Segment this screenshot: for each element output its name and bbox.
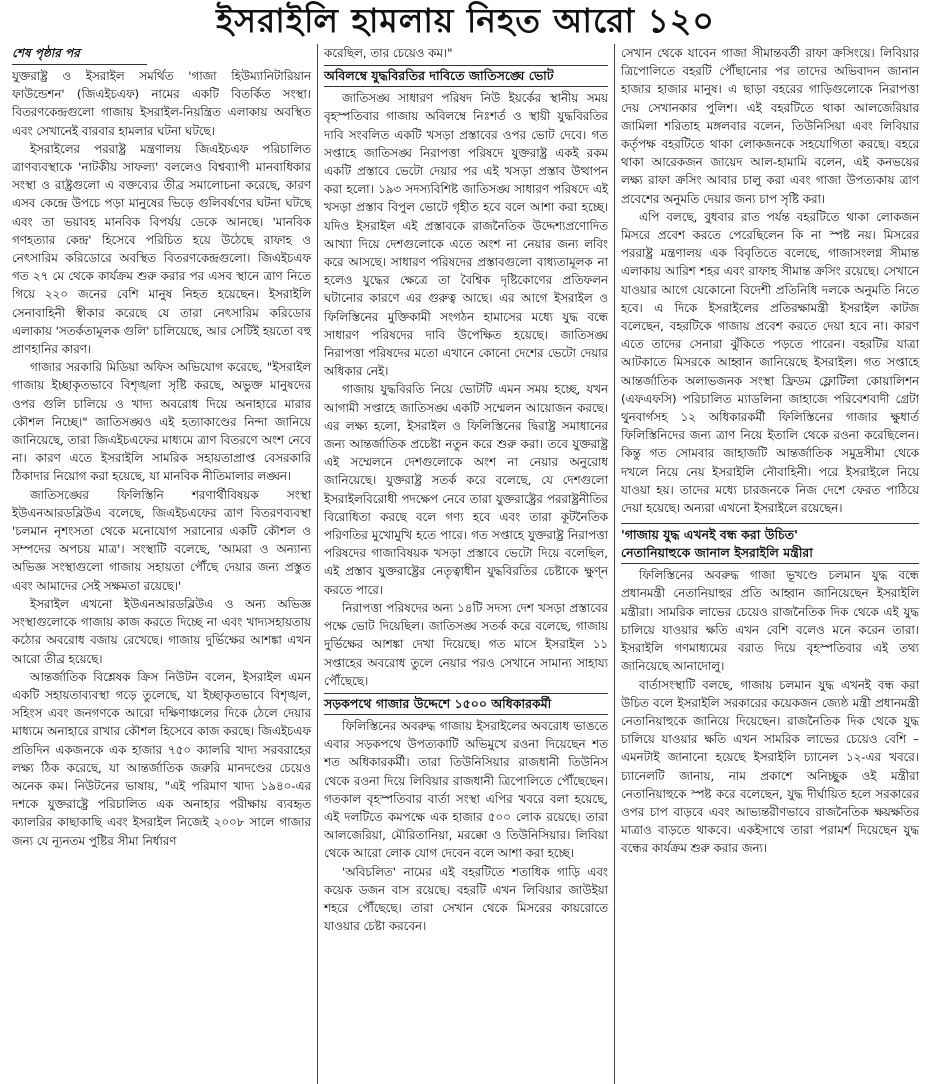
paragraph: গাজায় যুদ্ধবিরতি নিয়ে ভোটটি এমন সময় হচ্ছে, যখন আগামী সপ্তাহে জাতিসঙ্ঘ একটি সম্মেলন আয়োজন করছে। এর লক্ষ্য হলো, ইসরাইল ও ফিলিস্তিনের দ্বিরাষ্ট্র সমাধানের জন্য আন্তর্জাতিক প্রচেষ্টা নতুন করে শুরু করা। তবে যুক্তরাষ্ট্র এই সম্মেলনে দেশগুলোকে অংশ না নেয়ার অনুরোধ জানিয়েছে। যুক্তরাষ্ট্র সতর্ক করে বলেছে, যে দেশগুলো ইসরাইলবিরোধী পদক্ষেপ নেবে তারা যুক্তরাষ্ট্রের পররাষ্ট্রনীতির বিরোধিতা করছে বলে গণ্য হবে এবং তারা কূটনৈতিক পরিণতির মুখোমুখি হতে পারে। গত সপ্তাহে যুক্তরাষ্ট্র নিরাপত্তা পরিষদের গাজাবিষয়ক খসড়া প্রস্তাবে ভেটো দিয়ে বলেছিল, এই প্রস্তাব যুক্তরাষ্ট্রের নেতৃত্বাধীন যুদ্ধবিরতির চেষ্টাকে ক্ষুণ্ন করতে পারে। [324,382,608,597]
continuation-kicker: শেষ পৃষ্ঠার পর [12,44,147,65]
paragraph: বার্তাসংস্থাটি বলছে, গাজায় চলমান যুদ্ধ এখনই বন্ধ করা উচিত বলে ইসরাইলি সরকারের কয়েকজন জ্যেষ্ঠ মন্ত্রী প্রধানমন্ত্রী নেতানিয়াহুকে জানিয়ে দিয়েছেন। রাজনৈতিক দিক থেকে যুদ্ধ চালিয়ে যাওয়ার ক্ষতি এখন সামরিক লাভের চেয়েও বেশি – এমনটাই জানানো হয়েছে ইসরাইলি চ্যানেল ১২-এর খবরে। চ্যানেলটি জানায়, নাম প্রকাশে অনিচ্ছুক ওই মন্ত্রীরা নেতানিয়াহুকে স্পষ্ট করে বলেছেন, যুদ্ধ দীর্ঘায়িত হলে সরকারের ওপর চাপ বাড়বে এবং আভ্যন্তরীণভাবে রাজনৈতিক ক্ষয়ক্ষতির মাত্রাও বাড়তে থাকবে। একইসাথে তারা পরামর্শ দিয়েছেন যুদ্ধ বন্ধের কার্যক্রম শুরু করার জন্য। [621,677,919,856]
paragraph: জাতিসঙ্ঘ সাধারণ পরিষদ নিউ ইয়র্কের স্থানীয় সময় বৃহস্পতিবার গাজায় অবিলম্বে নিঃশর্ত ও স্থায়ী যুদ্ধবিরতির দাবি সংবলিত একটি খসড়া প্রস্তাবের ওপর ভোট দেবে। গত সপ্তাহে জাতিসঙ্ঘ নিরাপত্তা পরিষদে যুক্তরাষ্ট্র একই রকম একটি প্রস্তাবে ভেটো দেয়ার পর এই খসড়া প্রস্তাব উত্থাপন করা হলো। ১৯৩ সদস্যবিশিষ্ট জাতিসঙ্ঘ সাধারণ পরিষদে এই খসড়া প্রস্তাব বিপুল ভোটে গৃহীত হবে বলে আশা করা হচ্ছে। যদিও ইসরাইল এই প্রস্তাবকে রাজনৈতিক উদ্দেশ্যপ্রণোদিত আখ্যা দিয়ে দেশগুলোকে এতে অংশ না নেয়ার জন্য লবিং করে আসছে। সাধারণ পরিষদের প্রস্তাবগুলো বাধ্যতামূলক না হলেও যুদ্ধের ক্ষেত্রে তা বৈশ্বিক দৃষ্টিকোণের প্রতিফলন ঘটানোর কারণে এর গুরুত্ব আছে। এর আগে ইসরাইল ও ফিলিস্তিনের মুক্তিকামী সংগঠন হামাসের মধ্যে যুদ্ধ বন্ধে সাধারণ পরিষদের দাবি উপেক্ষিত হয়েছে। জাতিসঙ্ঘ নিরাপত্তা পরিষদের মতো এখানে কোনো দেশের ভেটো দেয়ার অধিকার নেই। [324,91,608,379]
paragraph: গাজার সরকারি মিডিয়া অফিস অভিযোগ করেছে, "ইসরাইল গাজায় ইচ্ছাকৃতভাবে বিশৃঙ্খলা সৃষ্টি করছে, অভুক্ত মানুষদের ওপর গুলি চালিয়ে ও খাদ্য অবরোধ দিয়ে অনাহারে মারার কৌশল নিচ্ছে।" জাতিসঙ্ঘও এই হত্যাকাণ্ডের নিন্দা জানিয়ে জানিয়েছে, তারা জিএইচএফের মাধ্যমে ত্রাণ বিতরণে অংশ নেবে না। কারণ এতে ইসরাইলি সামরিক সহায়তাপ্রাপ্ত বেসরকারি ঠিকাদার নিয়োগ করা হয়েছে, যা মানবিক নীতিমালার লঙ্ঘন। [12,360,311,484]
column-2 [317,44,615,1084]
paragraph: এপি বলছে, বুধবার রাত পর্যন্ত বহরটিতে থাকা লোকজন মিসরে প্রবেশ করতে পেরেছিলেন কি না স্পষ্ট নয়। মিসরের পররাষ্ট্র মন্ত্রণালয় এক বিবৃতিতে বলেছে, গাজাসংলগ্ন সীমান্ত এলাকায় আরিশ শহর এবং রাফাহ সীমান্ত ক্রসিং রয়েছে। সেখানে যাওয়ার আগে যেকোনো বিদেশী প্রতিনিধি দলকে অনুমতি নিতে হবে। এ দিকে ইসরাইলের প্রতিরক্ষামন্ত্রী ইসরাইল কাটজ বলেছেন, বহরটিকে গাজায় প্রবেশ করতে দেয়া হবে না। কারণ এতে তাদের সেনারা ঝুঁকিতে পড়তে পারেন। বহরটির যাত্রা আটকাতে মিসরকে আহ্বান জানিয়েছে ইসরাইল। গত সপ্তাহে আন্তর্জাতিক অলাভজনক সংস্থা ফ্রিডম ফ্লোটিলা কোয়ালিশন (এফএফসি) পরিচালিত ম্যাডলিনা জাহাজে পরিবেশবাদী গ্রেটা থুনবার্গসহ ১২ অধিকারকর্মী ফিলিস্তিনের গাজার ক্ষুধার্ত ফিলিস্তিনিদের জন্য ত্রাণ নিয়ে ইতালি থেকে রওনা করেছিলেন। কিন্তু গত সোমবার জাহাজটি আন্তর্জাতিক সমুদ্রসীমা থেকে দখলে নিয়ে নেয় ইসরাইলি নৌবাহিনী। পরে ইসরাইলে নিয়ে যাওয়া হয়। তাদের মধ্যে চারজনকে নিজ দেশে ফেরত পাঠিয়ে দেয়া হয়েছে। অন্যরা এখনো ইসরাইলে রয়েছেন। [621,209,919,516]
paragraph: আন্তর্জাতিক বিশ্লেষক ক্রিস নিউটন বলেন, ইসরাইল এমন একটি সহায়তাব্যবস্থা গড়ে তুলেছে, যা ইচ্ছাকৃতভাবে বিশৃঙ্খল, সহিংস এবং জনগণকে আরো দক্ষিণাঞ্চলের দিকে ঠেলে দেয়ার মাধ্যমে অনাহারে রাখার কৌশল হিসেবে কাজ করছে। জিএইচএফ প্রতিদিন একজনকে এক হাজার ৭৫০ ক্যালরি খাদ্য সরবরাহের লক্ষ্য ঠিক করেছে, যা আন্তর্জাতিক জরুরি মানদণ্ডের চেয়েও অনেক কম। নিউটনের ভাষায়, "এই পরিমাণ খাদ্য ১৯৪০-এর দশকে যুক্তরাষ্ট্রে পরিচালিত এক অনাহার পরীক্ষায় ব্যবহৃত ক্যালরির কাছাকাছি এবং ইসরাইল নিজেই ২০০৮ সালে গাজার জন্য যে ন্যূনতম পুষ্টির সীমা নির্ধারণ [12,669,311,848]
paragraph: ইসরাইলের পররাষ্ট্র মন্ত্রণালয় জিএইচএফ পরিচালিত ত্রাণব্যবস্থাকে 'নাটকীয় সাফল্য' বললেও বিশ্বব্যাপী মানবাধিকার সংস্থা ও রাষ্ট্রগুলো এ বক্তব্যের তীব্র সমালোচনা করেছে, কারণ এসব কেন্দ্রে উপচে পড়া মানুষের ভিড়ে গুলিবর্ষণের ঘটনা ঘটছে এবং তা ভয়াবহ মানবিক বিপর্যয় ডেকে আনছে। 'মানবিক গণহত্যার কেন্দ্র' হিসেবে পরিচিত হয়ে উঠেছে রাফাহ ও নেৎসারিম করিডোরে অবস্থিত বিতরণকেন্দ্রগুলো। জিএইচএফ গত ২৭ মে থেকে কার্যক্রম শুরু করার পর এসব স্থানে ত্রাণ নিতে গিয়ে ২২০ জনের বেশি মানুষ নিহত হয়েছেন। ইসরাইলি সেনাবাহিনী স্বীকার করেছে যে তারা নেৎসারিম করিডোর এলাকায় 'সতর্কতামূলক গুলি' চালিয়েছে, আর সেটিই হয়তো বহু প্রাণহানির কারণ। [12,141,311,357]
paragraph: জাতিসঙ্ঘের ফিলিস্তিনি শরণার্থীবিষয়ক সংস্থা ইউএনআরডব্লিউএ বলেছে, জিএইচএফের ত্রাণ বিতরণব্যবস্থা 'চলমান নৃশংসতা থেকে মনোযোগ সরানোর একটি কৌশল ও সম্পদের অপচয় মাত্র'। সংস্থাটি বলেছে, 'আমরা ও অন্যান্য অভিজ্ঞ সংস্থাগুলো গাজায় সহায়তা পৌঁছে দেয়ার জন্য প্রস্তুত এবং আমাদের সেই সক্ষমতা রয়েছে।' [12,487,311,593]
paragraph: 'অবিচলিত' নামের এই বহরটিতে শতাধিক গাড়ি এবং কয়েক ডজন বাস রয়েছে। বহরটি এখন লিবিয়ার জাউইয়া শহরে পৌঁছেছে। তারা সেখান থেকে মিসরের কায়রোতে যাওয়ার চেষ্টা করবেন। [324,864,608,934]
subheading-quote: 'গাজায় যুদ্ধ এখনই বন্ধ করা উচিত' [621,523,919,544]
paragraph: করেছিল, তার চেয়েও কম।" [324,46,453,60]
paragraph: ফিলিস্তিনের অবরুদ্ধ গাজায় ইসরাইলের অবরোধ ভাঙতে এবার সড়কপথে উপত্যকাটি অভিমুখে রওনা দিয়েছেন শত শত অধিকারকর্মী। তারা তিউনিসিয়ার রাজধানী তিউনিস থেকে রওনা দিয়ে লিবিয়ার রাজধানী ত্রিপোলিতে পৌঁছেছেন। গতকাল বৃহস্পতিবার বার্তা সংস্থা এপির খবরে বলা হয়েছে, এই দলটিতে কমপক্ষে এক হাজার ৫০০ লোক রয়েছে। তারা আলজেরিয়া, মৌরিতানিয়া, মরক্কো ও তিউনিসিয়ার। লিবিয়া থেকে আরো লোক যোগ দেবেন বলে আশা করা হচ্ছে। [324,718,608,861]
subheading-convoy: সড়কপথে গাজার উদ্দেশে ১৫০০ অধিকারকর্মী [324,693,608,715]
column-3 [615,44,925,1084]
headline: ইসরাইলি হামলায় নিহত আরো ১২০ [216,1,715,40]
paragraph: নিরাপত্তা পরিষদের অন্য ১৪টি সদস্য দেশ খসড়া প্রস্তাবের পক্ষে ভোট দিয়েছিল। জাতিসঙ্ঘ সতর্ক করে বলেছে, গাজায় দুর্ভিক্ষের আশঙ্কা দেখা দিয়েছে। গত মাসে ইসরাইল ১১ সপ্তাহের অবরোধ তুলে নেয়ার পরও সেখানে সামান্য সাহায্য পৌঁছেছে। [324,600,608,688]
paragraph: সেখান থেকে যাবেন গাজা সীমান্তবর্তী রাফা ক্রসিংয়ে। লিবিয়ার ত্রিপোলিতে বহরটি পৌঁছানোর পর তাদের অভিবাদন জানান হাজার হাজার মানুষ। এ ছাড়া বহরের গাড়িগুলোকে নিরাপত্তা দেয় সেখানকার পুলিশ। এই বহরটিতে থাকা আলজেরিয়ার জামিলা শরিতাহ মঙ্গলবার বলেন, তিউনিসিয়া এবং লিবিয়ার কর্তৃপক্ষ বহরটিতে থাকা লোকজনকে সহযোগিতা করছে। বহরে থাকা আরেকজন জায়েদ আল-হামামি বলেন, এই কনভয়ের লক্ষ্য রাফা ক্রসিং আবার চালু করা এবং গাজা উপত্যকায় ত্রাণ প্রবেশের অনুমতি দেয়ার জন্য চাপ সৃষ্টি করা। [621,46,919,206]
article-columns [6,44,925,1084]
paragraph: ফিলিস্তিনের অবরুদ্ধ গাজা ভূখণ্ডে চলমান যুদ্ধ বন্ধে প্রধানমন্ত্রী নেতানিয়াহুর প্রতি আহ্বান জানিয়েছেন ইসরাইলি মন্ত্রীরা। সামরিক লাভের চেয়েও রাজনৈতিক দিক থেকে এই যুদ্ধ চালিয়ে যাওয়ার ক্ষতি এখন বেশি বলেও মনে করেন তারা। ইসরাইলি গণমাধ্যমের বরাত দিয়ে বৃহস্পতিবার এই তথ্য জানিয়েছে আনাদোলু। [621,568,919,674]
column-1 [6,44,317,1084]
paragraph: যুক্তরাষ্ট্র ও ইসরাইল সমর্থিত 'গাজা হিউম্যানিটারিয়ান ফাউন্ডেশন' (জিএইচএফ) নামের একটি বিতর্কিত সংস্থা। বিতরণকেন্দ্রগুলো গাজায় ইসরাইল-নিয়ন্ত্রিত এলাকায় অবস্থিত এবং সেখানেই বারবার হামলার ঘটনা ঘটছে। [12,69,311,138]
subheading-ministers: নেতানিয়াহুকে জানাল ইসরাইলি মন্ত্রীরা [621,544,919,564]
paragraph: ইসরাইল এখনো ইউএনআরডব্লিউএ ও অন্য অভিজ্ঞ সংস্থাগুলোকে গাজায় কাজ করতে দিচ্ছে না এবং খাদ্যসহায়তায় কঠোর অবরোধ বজায় রেখেছে। গাজায় দুর্ভিক্ষের আশঙ্কা এখন আরো তীব্র হয়েছে। [12,596,311,666]
subheading-un-vote: অবিলম্বে যুদ্ধবিরতির দাবিতে জাতিসঙ্ঘে ভোট [324,65,608,87]
